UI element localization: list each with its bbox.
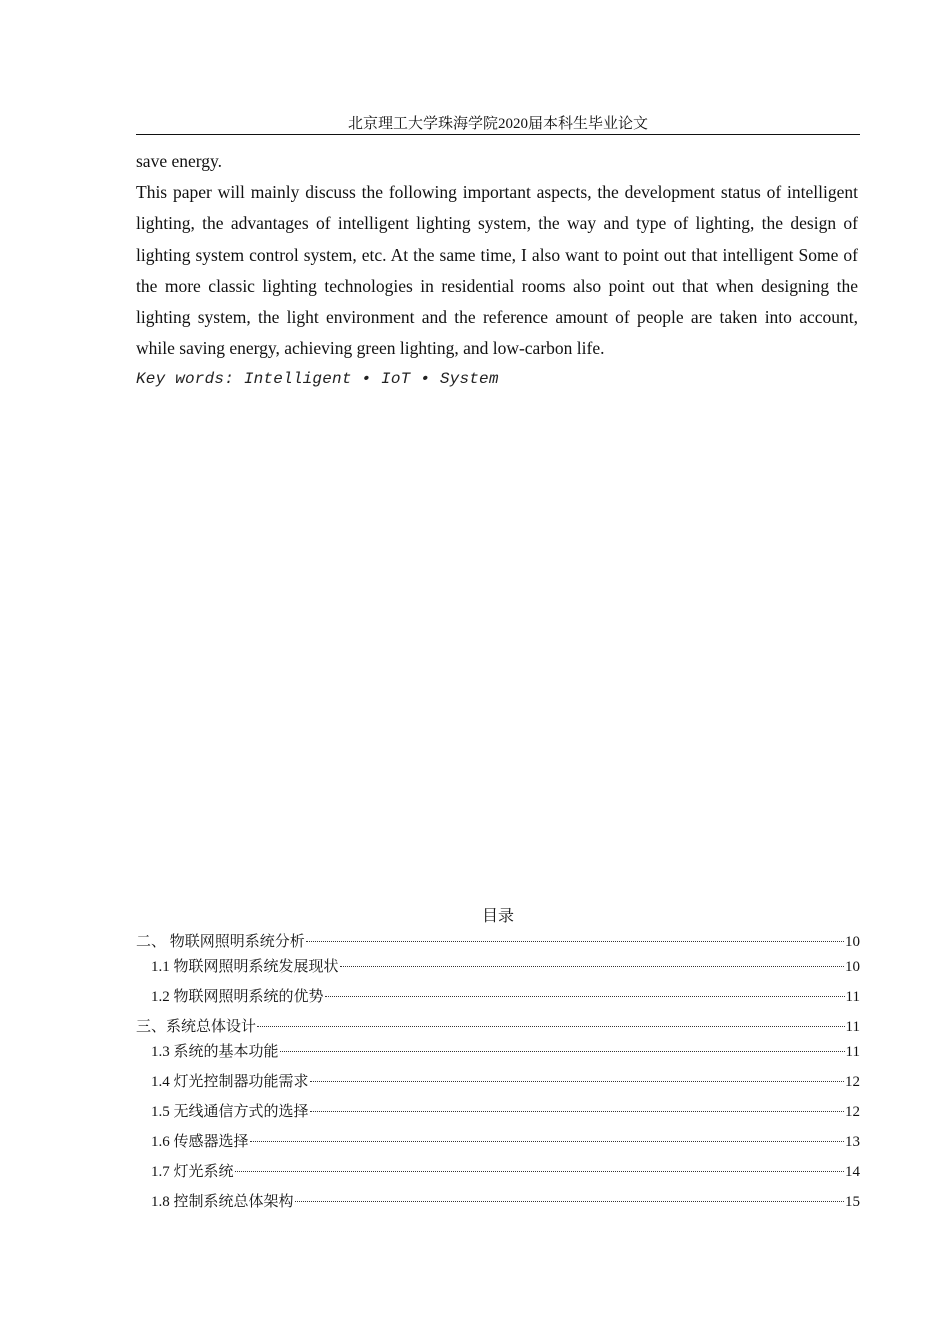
- toc-entry-label: 三、系统总体设计: [136, 1019, 257, 1035]
- abstract-continuation: save energy.: [136, 151, 223, 171]
- abstract-paragraph: This paper will mainly discuss the following important aspects, the development status of intelligent lighting, the advantages of intelligent lighting system, the way and type of lighting, the design of lighting system control system, etc. At the same time, I also want to point out that intelligent Some of the more classic lighting technologies in residential rooms also point out that when designing the lighting system, the light environment and the reference amount of people are taken into account, while saving energy, achieving green lighting, and low-carbon life.: [136, 182, 858, 359]
- toc-entry-label: 1.4 灯光控制器功能需求: [151, 1074, 309, 1090]
- toc-entry-1-5[interactable]: [136, 1100, 860, 1124]
- abstract-body: [136, 146, 858, 396]
- toc-entry-page: 11: [845, 1019, 860, 1035]
- toc-entry-page: 13: [845, 1134, 860, 1150]
- toc-entry-1-7[interactable]: [136, 1160, 860, 1184]
- toc-leader-dots: [257, 1026, 845, 1027]
- toc-leader-dots: [235, 1171, 844, 1172]
- toc-entry-1-6[interactable]: [136, 1130, 860, 1154]
- toc-entry-page: 10: [845, 934, 860, 950]
- toc-leader-dots: [340, 966, 844, 967]
- toc-entry-label: 1.1 物联网照明系统发展现状: [151, 959, 339, 975]
- toc-leader-dots: [295, 1201, 844, 1202]
- toc-entry-1-8[interactable]: [136, 1190, 860, 1214]
- table-of-contents: [136, 930, 860, 1220]
- toc-leader-dots: [310, 1111, 844, 1112]
- toc-entry-label: 1.6 传感器选择: [151, 1134, 249, 1150]
- keywords-line: Key words: Intelligent • IoT • System: [136, 370, 499, 389]
- toc-entry-label: 1.8 控制系统总体架构: [151, 1194, 294, 1210]
- toc-entry-page: 14: [845, 1164, 860, 1180]
- toc-leader-dots: [250, 1141, 844, 1142]
- toc-entry-chapter-2[interactable]: [136, 930, 860, 954]
- toc-entry-label: 二、 物联网照明系统分析: [136, 934, 305, 950]
- toc-leader-dots: [306, 941, 844, 942]
- toc-entry-page: 12: [845, 1074, 860, 1090]
- toc-entry-page: 15: [845, 1194, 860, 1210]
- toc-leader-dots: [310, 1081, 844, 1082]
- toc-entry-label: 1.7 灯光系统: [151, 1164, 234, 1180]
- toc-entry-label: 1.5 无线通信方式的选择: [151, 1104, 309, 1120]
- toc-entry-page: 11: [845, 989, 860, 1005]
- toc-entry-1-1[interactable]: [136, 955, 860, 979]
- toc-entry-1-4[interactable]: [136, 1070, 860, 1094]
- toc-entry-page: 10: [845, 959, 860, 975]
- toc-title: 目录: [481, 908, 514, 925]
- toc-entry-label: 1.2 物联网照明系统的优势: [151, 989, 324, 1005]
- toc-entry-1-3[interactable]: [136, 1040, 860, 1064]
- toc-entry-page: 12: [845, 1104, 860, 1120]
- toc-entry-chapter-3[interactable]: [136, 1015, 860, 1039]
- page-header: 北京理工大学珠海学院2020届本科生毕业论文: [347, 116, 648, 132]
- toc-entry-label: 1.3 系统的基本功能: [151, 1044, 279, 1060]
- header-rule: [136, 134, 860, 135]
- toc-entry-page: 11: [845, 1044, 860, 1060]
- toc-entry-1-2[interactable]: [136, 985, 860, 1009]
- toc-leader-dots: [325, 996, 845, 997]
- toc-leader-dots: [280, 1051, 845, 1052]
